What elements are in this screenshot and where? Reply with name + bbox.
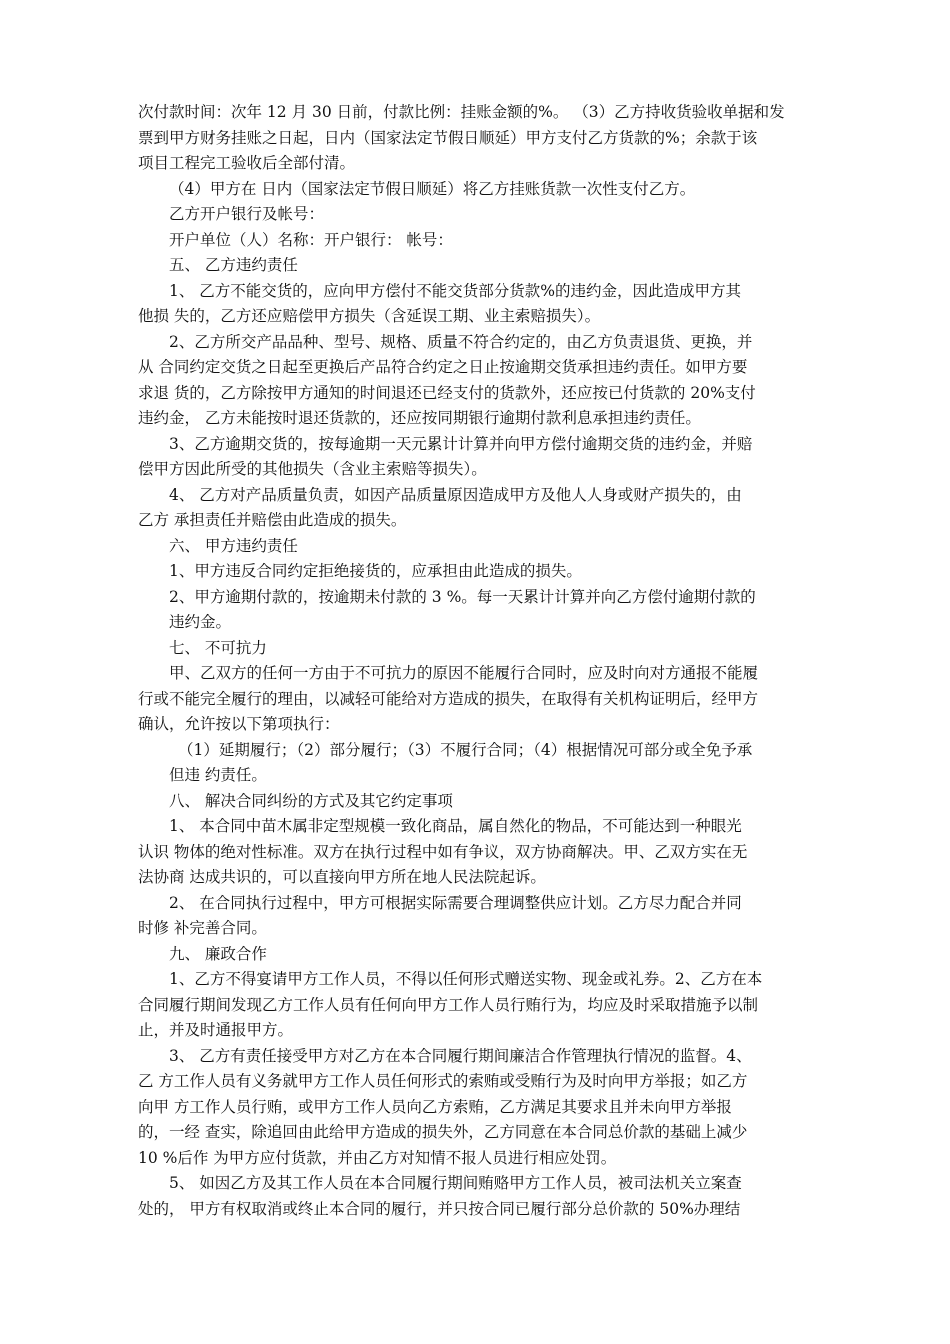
- text-line: 法协商 达成共识的，可以直接向甲方所在地人民法院起诉。: [138, 868, 546, 886]
- text-line: 2、甲方逾期付款的，按逾期未付款的 3 %。每一天累计计算并向乙方偿付逾期付款的: [169, 587, 756, 606]
- text-line: 1、 乙方不能交货的，应向甲方偿付不能交货部分货款%的违约金，因此造成甲方其: [169, 281, 742, 300]
- text-line: 4、 乙方对产品质量负责，如因产品质量原因造成甲方及他人人身或财产损失的，由: [169, 485, 742, 504]
- text-line: 3、 乙方有责任接受甲方对乙方在本合同履行期间廉洁合作管理执行情况的监督。4、: [169, 1046, 752, 1065]
- text-line: 确认，允许按以下第项执行：: [138, 715, 340, 733]
- text-line: 乙方 承担责任并赔偿由此造成的损失。: [138, 511, 407, 529]
- text-line: 次付款时间：次年 12 月 30 日前，付款比例：挂账金额的%。 （3）乙方持收货验收单据和发: [138, 103, 785, 121]
- text-line: 1、乙方不得宴请甲方工作人员，不得以任何形式赠送实物、现金或礼券。2、乙方在本: [169, 970, 763, 988]
- text-line: 行或不能完全履行的理由，以减轻可能给对方造成的损失，在取得有关机构证明后，经甲方: [138, 689, 759, 708]
- text-line: 八、 解决合同纠纷的方式及其它约定事项: [169, 791, 453, 810]
- text-line: 六、 甲方违约责任: [169, 536, 298, 555]
- text-line: 他损 失的，乙方还应赔偿甲方损失（含延误工期、业主索赔损失）。: [138, 307, 601, 325]
- text-line: 1、甲方违反合同约定拒绝接货的，应承担由此造成的损失。: [169, 562, 582, 580]
- text-line: 五、 乙方违约责任: [169, 256, 298, 274]
- text-line: 1、 本合同中苗木属非定型规模一致化商品，属自然化的物品，不可能达到一种眼光: [169, 817, 742, 835]
- text-line: （1）延期履行；（2）部分履行；（3）不履行合同；（4）根据情况可部分或全免予承: [178, 740, 753, 759]
- text-line: 七、 不可抗力: [169, 638, 267, 657]
- text-line: 乙 方工作人员有义务就甲方工作人员任何形式的索贿或受贿行为及时向甲方举报；如乙方: [138, 1072, 748, 1090]
- text-line: 甲、乙双方的任何一方由于不可抗力的原因不能履行合同时，应及时向对方通报不能履: [169, 664, 759, 682]
- text-line: 但违 约责任。: [169, 766, 267, 784]
- text-line: 从 合同约定交货之日起至更换后产品符合约定之日止按逾期交货承担违约责任。如甲方要: [138, 358, 748, 376]
- text-line: 认识 物体的绝对性标准。双方在执行过程中如有争议，双方协商解决。甲、乙双方实在无: [138, 842, 748, 861]
- text-line: 违约金。: [169, 613, 232, 631]
- text-line: 5、 如因乙方及其工作人员在本合同履行期间贿赂甲方工作人员，被司法机关立案查: [169, 1174, 742, 1192]
- text-line: 乙方开户银行及帐号：: [169, 205, 325, 223]
- text-line: 的，一经 查实，除追回由此给甲方造成的损失外，乙方同意在本合同总价款的基础上减少: [138, 1123, 748, 1141]
- text-line: 偿甲方因此所受的其他损失（含业主索赔等损失）。: [138, 460, 487, 478]
- text-line: 处的， 甲方有权取消或终止本合同的履行，并只按合同已履行部分总价款的 50%办理结: [138, 1199, 741, 1218]
- text-line: 2、 在合同执行过程中，甲方可根据实际需要合理调整供应计划。乙方尽力配合并同: [169, 893, 742, 912]
- document-body: [138, 100, 818, 1222]
- text-line: 10 %后作 为甲方应付货款，并由乙方对知情不报人员进行相应处罚。: [138, 1148, 617, 1167]
- text-line: 3、乙方逾期交货的，按每逾期一天元累计计算并向甲方偿付逾期交货的违约金，并赔: [169, 434, 753, 453]
- text-line: 止，并及时通报甲方。: [138, 1021, 294, 1039]
- text-line: 项目工程完工验收后全部付清。: [138, 154, 356, 172]
- text-line: 票到甲方财务挂账之日起，日内（国家法定节假日顺延）甲方支付乙方货款的%；余款于该: [138, 128, 758, 147]
- text-line: （4）甲方在 日内（国家法定节假日顺延）将乙方挂账货款一次性支付乙方。: [169, 179, 696, 198]
- text-line: 时修 补完善合同。: [138, 919, 267, 937]
- text-line: 开户单位（人）名称：开户银行： 帐号：: [169, 230, 453, 249]
- text-line: 向甲 方工作人员行贿，或甲方工作人员向乙方索贿，乙方满足其要求且并未向甲方举报: [138, 1097, 732, 1116]
- text-line: 2、乙方所交产品品种、型号、规格、质量不符合约定的，由乙方负责退货、更换，并: [169, 332, 753, 351]
- text-line: 违约金， 乙方未能按时退还货款的，还应按同期银行逾期付款利息承担违约责任。: [138, 409, 701, 427]
- text-line: 合同履行期间发现乙方工作人员有任何向甲方工作人员行贿行为，均应及时采取措施予以制: [138, 995, 759, 1014]
- text-line: 求退 货的，乙方除按甲方通知的时间退还已经支付的货款外，还应按已付货款的 20%支付: [138, 383, 756, 402]
- text-line: 九、 廉政合作: [169, 944, 267, 963]
